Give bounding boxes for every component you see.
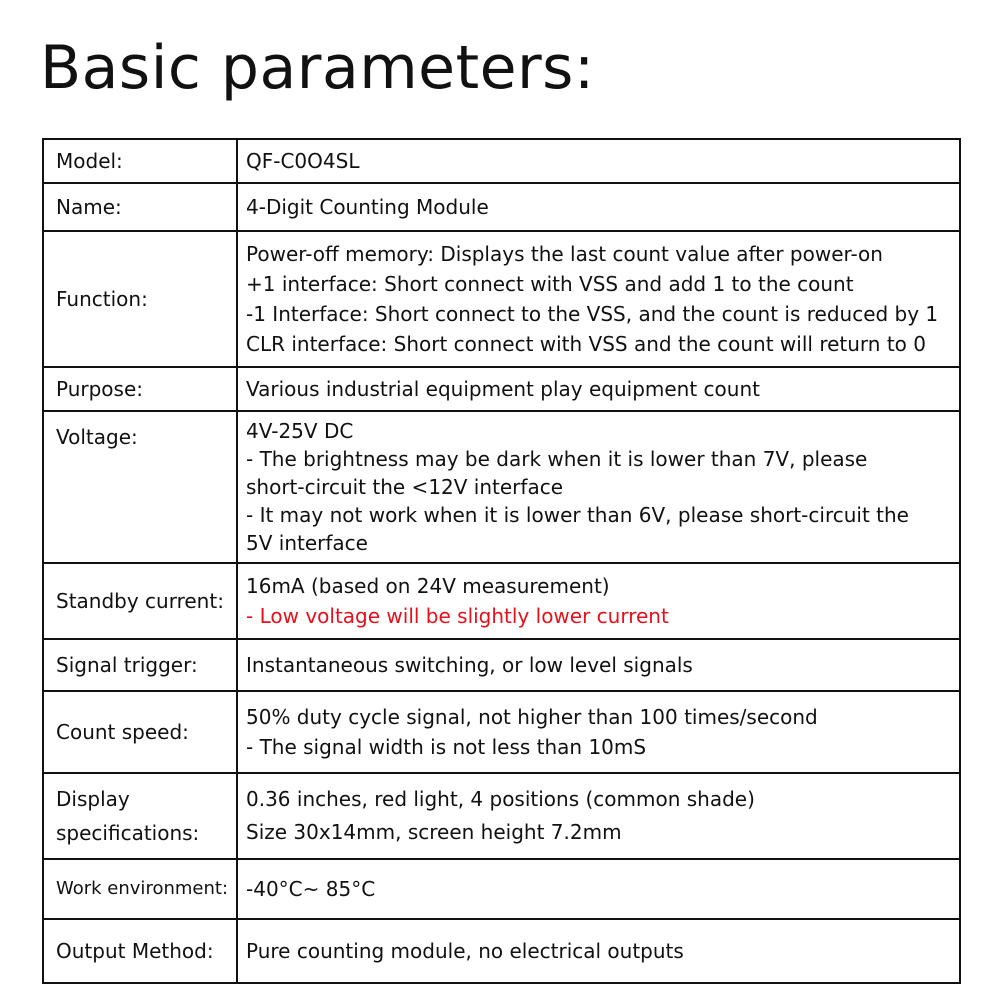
table-row-standby-current <box>43 563 960 639</box>
table-row-voltage <box>43 411 960 563</box>
label-voltage: Voltage: <box>43 411 237 563</box>
value-display-specifications <box>237 773 960 859</box>
value-function <box>237 231 960 367</box>
voltage-line: 5V interface <box>246 531 368 555</box>
function-line: Power-off memory: Displays the last count value after power-on <box>246 242 883 266</box>
count-speed-line: 50% duty cycle signal, not higher than 100 times/second <box>246 705 818 729</box>
label-display-specifications <box>43 773 237 859</box>
standby-current-note: - Low voltage will be slightly lower current <box>246 604 669 628</box>
table-row-output-method <box>43 919 960 983</box>
value-name: 4-Digit Counting Module <box>237 183 960 231</box>
table-row-purpose <box>43 367 960 411</box>
value-standby-current <box>237 563 960 639</box>
table-row-name <box>43 183 960 231</box>
label-signal-trigger: Signal trigger: <box>43 639 237 691</box>
label-standby-current: Standby current: <box>43 563 237 639</box>
value-purpose: Various industrial equipment play equipment count <box>237 367 960 411</box>
parameters-table <box>42 138 961 984</box>
value-work-environment: -40°C~ 85°C <box>237 859 960 919</box>
table-row-signal-trigger <box>43 639 960 691</box>
function-line: CLR interface: Short connect with VSS and the count will return to 0 <box>246 332 926 356</box>
value-model: QF-C0O4SL <box>237 139 960 183</box>
voltage-line: - It may not work when it is lower than 6V, please short-circuit the <box>246 503 909 527</box>
label-purpose: Purpose: <box>43 367 237 411</box>
label-output-method: Output Method: <box>43 919 237 983</box>
voltage-line: short-circuit the <12V interface <box>246 475 564 499</box>
voltage-line: 4V-25V DC <box>246 419 354 443</box>
label-count-speed: Count speed: <box>43 691 237 773</box>
page-title: Basic parameters: <box>40 33 595 103</box>
table-row-function <box>43 231 960 367</box>
function-line: -1 Interface: Short connect to the VSS, and the count is reduced by 1 <box>246 302 939 326</box>
voltage-line: - The brightness may be dark when it is lower than 7V, please <box>246 447 868 471</box>
value-output-method: Pure counting module, no electrical outputs <box>237 919 960 983</box>
count-speed-line: - The signal width is not less than 10mS <box>246 735 647 759</box>
display-label-line: Display <box>56 787 130 811</box>
display-spec-line: 0.36 inches, red light, 4 positions (common shade) <box>246 787 755 811</box>
label-function: Function: <box>43 231 237 367</box>
label-model: Model: <box>43 139 237 183</box>
table-row-work-environment <box>43 859 960 919</box>
value-count-speed <box>237 691 960 773</box>
label-work-environment: Work environment: <box>43 859 237 919</box>
standby-current-value: 16mA (based on 24V measurement) <box>246 574 610 598</box>
display-spec-line: Size 30x14mm, screen height 7.2mm <box>246 820 622 844</box>
value-voltage <box>237 411 960 563</box>
label-name: Name: <box>43 183 237 231</box>
function-line: +1 interface: Short connect with VSS and add 1 to the count <box>246 272 854 296</box>
table-row-count-speed <box>43 691 960 773</box>
table-row-display-specifications <box>43 773 960 859</box>
value-signal-trigger: Instantaneous switching, or low level signals <box>237 639 960 691</box>
display-label-line: specifications: <box>56 821 200 845</box>
table-row-model <box>43 139 960 183</box>
